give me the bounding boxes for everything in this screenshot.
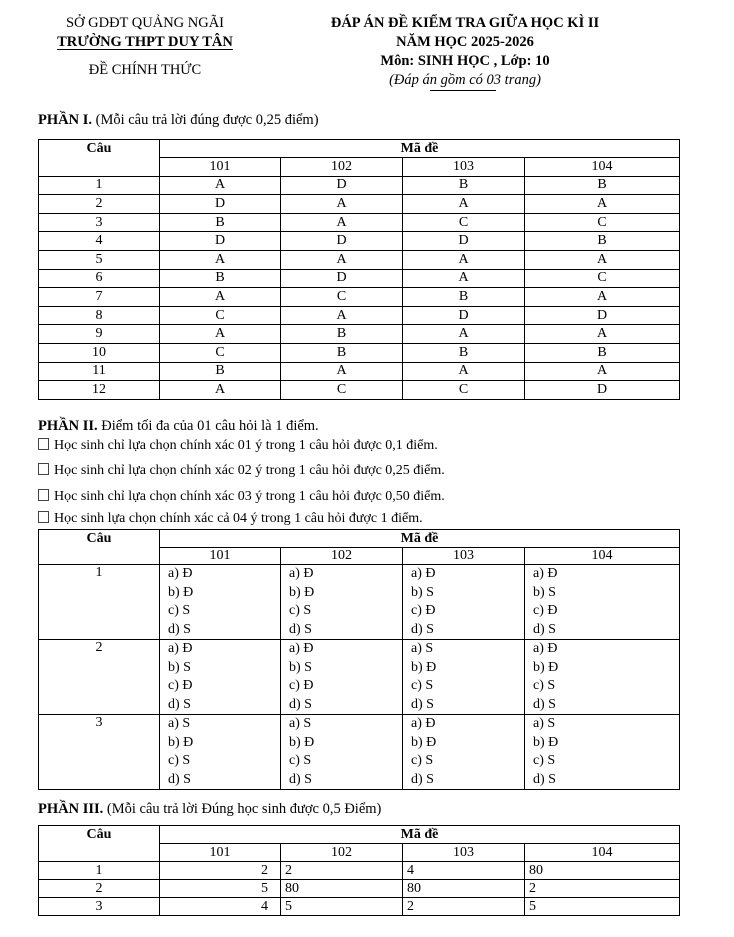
- part1-heading: [38, 111, 319, 129]
- statement-answer: b) S: [168, 659, 191, 675]
- answer-cell: D: [525, 306, 680, 325]
- statement-answer: d) S: [533, 696, 556, 712]
- part2-blank-cell: [39, 548, 160, 565]
- statement-answer: a) Đ: [533, 641, 558, 656]
- answer-cell: 4: [160, 898, 281, 916]
- answer-cell: A: [160, 381, 281, 400]
- answer-cell: D: [403, 306, 525, 325]
- part2-bullet-1: [38, 437, 438, 455]
- question-number: 5: [39, 250, 160, 269]
- code-header-102: 102: [281, 844, 403, 862]
- part2-bullet-3: [38, 488, 445, 506]
- checkbox-icon: [38, 463, 49, 475]
- statement-answer: b) Đ: [411, 659, 437, 675]
- statement-answer: c) Đ: [289, 678, 314, 693]
- statement-answer: d) S: [168, 696, 191, 712]
- statement-answer: c) S: [168, 603, 191, 618]
- answer-cell: C: [403, 213, 525, 232]
- part2-col-code: Mã đề: [160, 530, 680, 548]
- question-number: 10: [39, 343, 160, 362]
- answer-cell: B: [525, 343, 680, 362]
- statement-answer: b) S: [289, 659, 312, 675]
- question-number: 2: [39, 880, 160, 898]
- answer-cell: [525, 715, 680, 790]
- bullet-text: Học sinh chỉ lựa chọn chính xác 01 ý trong 1 câu hỏi được 0,1 điểm.: [54, 438, 438, 453]
- answer-cell: A: [281, 213, 403, 232]
- table-row: [39, 898, 680, 916]
- statement-answer: d) S: [168, 771, 191, 787]
- answer-cell: [525, 565, 680, 640]
- statement-answer: d) S: [411, 696, 434, 712]
- table-row: [39, 565, 680, 640]
- statement-answer: b) Đ: [533, 659, 559, 675]
- answer-cell: A: [403, 269, 525, 288]
- answer-cell: D: [160, 195, 281, 214]
- answer-cell: A: [525, 288, 680, 307]
- part1-table: [38, 139, 680, 400]
- answer-cell: A: [403, 195, 525, 214]
- answer-cell: A: [160, 288, 281, 307]
- statement-answer: a) Đ: [533, 566, 558, 581]
- statement-answer: b) Đ: [289, 734, 315, 750]
- answer-cell: A: [160, 176, 281, 195]
- statement-answer: b) Đ: [289, 584, 315, 600]
- answer-cell: A: [525, 250, 680, 269]
- answer-cell: 80: [525, 862, 680, 880]
- code-header-101: 101: [160, 548, 281, 565]
- table-row: [39, 862, 680, 880]
- question-number: 12: [39, 381, 160, 400]
- code-header-104: 104: [525, 548, 680, 565]
- table-row: [39, 213, 680, 232]
- bullet-text: Học sinh chỉ lựa chọn chính xác 03 ý trong 1 câu hỏi được 0,50 điểm.: [54, 489, 445, 504]
- statement-answer: d) S: [411, 771, 434, 787]
- document-title: ĐÁP ÁN ĐỀ KIỂM TRA GIỮA HỌC KÌ II: [330, 15, 600, 31]
- table-row: [39, 381, 680, 400]
- table-row: [39, 250, 680, 269]
- part3-heading: [38, 800, 381, 818]
- answer-cell: D: [160, 232, 281, 251]
- answer-cell: C: [160, 343, 281, 362]
- part3-desc: (Mỗi câu trả lời Đúng học sinh được 0,5 Điểm): [106, 801, 382, 817]
- answer-cell: 5: [525, 898, 680, 916]
- answer-cell: B: [281, 343, 403, 362]
- answer-cell: [525, 640, 680, 715]
- answer-cell: B: [525, 232, 680, 251]
- part2-desc: Điểm tối đa của 01 câu hỏi là 1 điểm.: [101, 418, 319, 434]
- statement-answer: b) Đ: [168, 584, 194, 600]
- answer-cell: D: [281, 176, 403, 195]
- answer-cell: [281, 640, 403, 715]
- table-row: [39, 362, 680, 381]
- answer-cell: B: [403, 176, 525, 195]
- statement-answer: d) S: [533, 621, 556, 637]
- table-row: [39, 306, 680, 325]
- bullet-text: Học sinh lựa chọn chính xác cả 04 ý trong 1 câu hỏi được 1 điểm.: [54, 511, 423, 526]
- answer-cell: 2: [281, 862, 403, 880]
- statement-answer: c) Đ: [168, 678, 193, 693]
- answer-cell: 80: [403, 880, 525, 898]
- answer-cell: B: [403, 343, 525, 362]
- part3-table: [38, 825, 680, 916]
- question-number: 3: [39, 898, 160, 916]
- table-row: [39, 195, 680, 214]
- part2-table: [38, 529, 680, 790]
- answer-cell: 5: [160, 880, 281, 898]
- answer-cell: A: [281, 362, 403, 381]
- answer-cell: A: [160, 250, 281, 269]
- statement-answer: d) S: [168, 621, 191, 637]
- statement-answer: d) S: [411, 621, 434, 637]
- part3-label: PHẦN III.: [38, 801, 104, 817]
- question-number: 7: [39, 288, 160, 307]
- part1-desc: (Mỗi câu trả lời đúng được 0,25 điểm): [95, 112, 319, 128]
- statement-answer: b) Đ: [168, 734, 194, 750]
- statement-answer: a) Đ: [289, 566, 314, 581]
- part1-col-code: Mã đề: [160, 140, 680, 158]
- question-number: 1: [39, 862, 160, 880]
- part2-bullet-4: [38, 510, 423, 528]
- part3-blank-cell: [39, 844, 160, 862]
- answer-cell: D: [403, 232, 525, 251]
- answer-cell: [160, 565, 281, 640]
- statement-answer: a) S: [411, 641, 434, 656]
- answer-cell: C: [281, 288, 403, 307]
- answer-cell: 2: [525, 880, 680, 898]
- question-number: 4: [39, 232, 160, 251]
- answer-cell: C: [160, 306, 281, 325]
- statement-answer: a) S: [168, 716, 191, 731]
- school-name: TRƯỜNG THPT DUY TÂN: [57, 34, 233, 50]
- table-row: [39, 343, 680, 362]
- statement-answer: c) S: [289, 753, 312, 768]
- part1-blank-cell: [39, 158, 160, 177]
- answer-cell: 5: [281, 898, 403, 916]
- question-number: 2: [39, 640, 160, 715]
- answer-cell: A: [525, 195, 680, 214]
- question-number: 6: [39, 269, 160, 288]
- statement-answer: c) S: [411, 753, 434, 768]
- answer-cell: C: [403, 381, 525, 400]
- question-number: 9: [39, 325, 160, 344]
- answer-cell: [403, 565, 525, 640]
- question-number: 8: [39, 306, 160, 325]
- checkbox-icon: [38, 438, 49, 450]
- statement-answer: a) Đ: [289, 641, 314, 656]
- answer-cell: A: [403, 362, 525, 381]
- statement-answer: d) S: [533, 771, 556, 787]
- answer-cell: 2: [403, 898, 525, 916]
- answer-cell: A: [281, 195, 403, 214]
- checkbox-icon: [38, 489, 49, 501]
- table-row: [39, 232, 680, 251]
- statement-answer: b) S: [533, 584, 556, 600]
- question-number: 2: [39, 195, 160, 214]
- answer-cell: B: [160, 213, 281, 232]
- answer-cell: A: [525, 325, 680, 344]
- table-row: [39, 325, 680, 344]
- question-number: 1: [39, 176, 160, 195]
- code-header-103: 103: [403, 844, 525, 862]
- table-row: [39, 176, 680, 195]
- answer-cell: [403, 640, 525, 715]
- answer-cell: B: [403, 288, 525, 307]
- code-header-102: 102: [281, 158, 403, 177]
- statement-answer: d) S: [289, 696, 312, 712]
- code-header-104: 104: [525, 158, 680, 177]
- page-count-note: (Đáp án gồm có 03 trang): [389, 72, 541, 88]
- school-year: NĂM HỌC 2025-2026: [396, 34, 534, 50]
- part1-label: PHẦN I.: [38, 112, 92, 128]
- question-number: 11: [39, 362, 160, 381]
- statement-answer: d) S: [289, 621, 312, 637]
- code-header-103: 103: [403, 158, 525, 177]
- code-header-104: 104: [525, 844, 680, 862]
- statement-answer: a) Đ: [168, 566, 193, 581]
- part3-col-question: Câu: [39, 826, 160, 844]
- code-header-101: 101: [160, 158, 281, 177]
- answer-cell: [281, 565, 403, 640]
- question-number: 3: [39, 715, 160, 790]
- answer-cell: [281, 715, 403, 790]
- table-row: [39, 640, 680, 715]
- answer-cell: A: [525, 362, 680, 381]
- department-name: SỞ GDĐT QUẢNG NGÃI: [65, 15, 225, 31]
- statement-answer: c) S: [533, 678, 556, 693]
- note-underline: [430, 90, 496, 91]
- answer-cell: D: [281, 269, 403, 288]
- statement-answer: c) S: [411, 678, 434, 693]
- answer-cell: [160, 715, 281, 790]
- answer-cell: 4: [403, 862, 525, 880]
- bullet-text: Học sinh chỉ lựa chọn chính xác 02 ý trong 1 câu hỏi được 0,25 điểm.: [54, 463, 445, 478]
- table-row: [39, 288, 680, 307]
- statement-answer: a) Đ: [168, 641, 193, 656]
- statement-answer: a) S: [289, 716, 312, 731]
- answer-cell: B: [281, 325, 403, 344]
- answer-cell: C: [281, 381, 403, 400]
- statement-answer: a) Đ: [411, 566, 436, 581]
- answer-cell: 80: [281, 880, 403, 898]
- answer-cell: [160, 640, 281, 715]
- answer-cell: A: [281, 306, 403, 325]
- statement-answer: d) S: [289, 771, 312, 787]
- statement-answer: b) Đ: [533, 734, 559, 750]
- table-row: [39, 880, 680, 898]
- official-label: ĐỀ CHÍNH THỨC: [88, 62, 202, 78]
- answer-cell: D: [281, 232, 403, 251]
- answer-cell: D: [525, 381, 680, 400]
- subject-line: Môn: SINH HỌC , Lớp: 10: [380, 53, 550, 69]
- header-right: [290, 14, 640, 90]
- statement-answer: c) Đ: [533, 603, 558, 618]
- statement-answer: c) S: [289, 603, 312, 618]
- answer-cell: C: [525, 213, 680, 232]
- statement-answer: c) Đ: [411, 603, 436, 618]
- part1-col-question: Câu: [39, 140, 160, 158]
- part3-col-code: Mã đề: [160, 826, 680, 844]
- part2-label: PHẦN II.: [38, 418, 98, 434]
- statement-answer: a) Đ: [411, 716, 436, 731]
- part2-col-question: Câu: [39, 530, 160, 548]
- code-header-102: 102: [281, 548, 403, 565]
- answer-cell: B: [525, 176, 680, 195]
- answer-cell: A: [403, 325, 525, 344]
- table-row: [39, 715, 680, 790]
- answer-cell: 2: [160, 862, 281, 880]
- statement-answer: a) S: [533, 716, 556, 731]
- answer-cell: B: [160, 362, 281, 381]
- statement-answer: b) Đ: [411, 734, 437, 750]
- answer-cell: A: [403, 250, 525, 269]
- part2-bullet-2: [38, 462, 445, 480]
- header-left: [30, 14, 260, 80]
- code-header-101: 101: [160, 844, 281, 862]
- statement-answer: c) S: [168, 753, 191, 768]
- answer-cell: A: [281, 250, 403, 269]
- part2-heading: [38, 417, 319, 435]
- statement-answer: c) S: [533, 753, 556, 768]
- question-number: 1: [39, 565, 160, 640]
- question-number: 3: [39, 213, 160, 232]
- answer-cell: A: [160, 325, 281, 344]
- answer-cell: [403, 715, 525, 790]
- table-row: [39, 269, 680, 288]
- answer-cell: C: [525, 269, 680, 288]
- code-header-103: 103: [403, 548, 525, 565]
- statement-answer: b) S: [411, 584, 434, 600]
- checkbox-icon: [38, 511, 49, 523]
- answer-cell: B: [160, 269, 281, 288]
